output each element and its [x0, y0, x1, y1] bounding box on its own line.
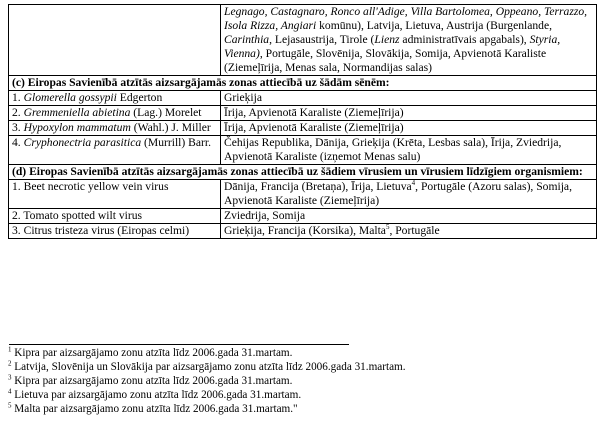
zones-cell: Dānija, Francija (Bretaņa), Īrija, Lietuva$^4$, Portugāle (Azoru salas), Somija, Apvienotā Karaliste (Ziemeļīrija): [221, 180, 597, 209]
organism-cell: 3. Hypoxylon mammatum (Wahl.) J. Miller: [9, 121, 221, 136]
section-heading-row: [9, 165, 597, 180]
section-c-heading: (c) Eiropas Savienībā atzītās aizsargājamās zonas attiecībā uz šādām sēnēm:: [9, 76, 597, 91]
section-heading-row: [9, 76, 597, 91]
zones-cell: Grieķija, Francija (Korsika), Malta$^5$, Portugāle: [221, 224, 597, 239]
organism-cell: 1. Beet necrotic yellow vein virus: [9, 180, 221, 209]
footnote-separator: [9, 344, 349, 345]
zones-cell: Legnago, Castagnaro, Ronco all'Adige, Villa Bartolomea, Oppeano, Terrazzo, Isola Rizza, Angiari komūnu), Latvija, Lietuva, Austrija (Burgenlande, Carinthia, Lejasaustrija, Tirole (Lienz administratīvais apgabals), Styria, Vienna), Portugāle, Slovēnija, Slovākija, Somija, Apvienotā Karaliste (Ziemeļīrija, Menas sala, Normandijas salas): [221, 5, 597, 76]
organism-cell: [9, 5, 221, 76]
footnote: $^4$ Lietuva par aizsargājamo zonu atzīta līdz 2006.gada 31.martam.: [8, 387, 302, 401]
section-d-heading: (d) Eiropas Savienībā atzītās aizsargājamās zonas attiecībā uz šādiem vīrusiem un vīrusiem līdzīgiem organismiem:: [9, 165, 597, 180]
organism-cell: 3. Citrus tristeza virus (Eiropas celmi): [9, 224, 221, 239]
footnote: $^2$ Latvija, Slovēnija un Slovākija par aizsargājamo zonu atzīta līdz 2006.gada 31.martam.: [8, 359, 406, 373]
table-row: [9, 209, 597, 224]
footnote: $^1$ Kipra par aizsargājamo zonu atzīta līdz 2006.gada 31.martam.: [8, 345, 293, 359]
organism-cell: 4. Cryphonectria parasitica (Murrill) Barr.: [9, 136, 221, 165]
table-row: [9, 121, 597, 136]
table-row: [9, 106, 597, 121]
table-row: [9, 224, 597, 239]
table-row: [9, 136, 597, 165]
footnote-ref: 4: [411, 179, 416, 188]
organism-cell: 2. Tomato spotted wilt virus: [9, 209, 221, 224]
table-row: [9, 91, 597, 106]
footnote: $^5$ Malta par aizsargājamo zonu atzīta līdz 2006.gada 31.martam.": [8, 401, 298, 415]
footnote: $^3$ Kipra par aizsargājamo zonu atzīta līdz 2006.gada 31.martam.: [8, 373, 293, 387]
zones-cell: Zviedrija, Somija: [221, 209, 597, 224]
protected-zones-table: [8, 4, 597, 239]
organism-cell: 1. Glomerella gossypii Edgerton: [9, 91, 221, 106]
table-row: [9, 5, 597, 76]
zones-cell: Īrija, Apvienotā Karaliste (Ziemeļīrija): [221, 121, 597, 136]
zones-cell: Čehijas Republika, Dānija, Grieķija (Krēta, Lesbas sala), Īrija, Zviedrija, Apvienotā Karaliste (izņemot Menas salu): [221, 136, 597, 165]
footnote-ref: 5: [385, 223, 390, 232]
zones-cell: Īrija, Apvienotā Karaliste (Ziemeļīrija): [221, 106, 597, 121]
organism-cell: 2. Gremmeniella abietina (Lag.) Morelet: [9, 106, 221, 121]
footnotes: [8, 346, 598, 416]
zones-cell: Grieķija: [221, 91, 597, 106]
table-row: [9, 180, 597, 209]
